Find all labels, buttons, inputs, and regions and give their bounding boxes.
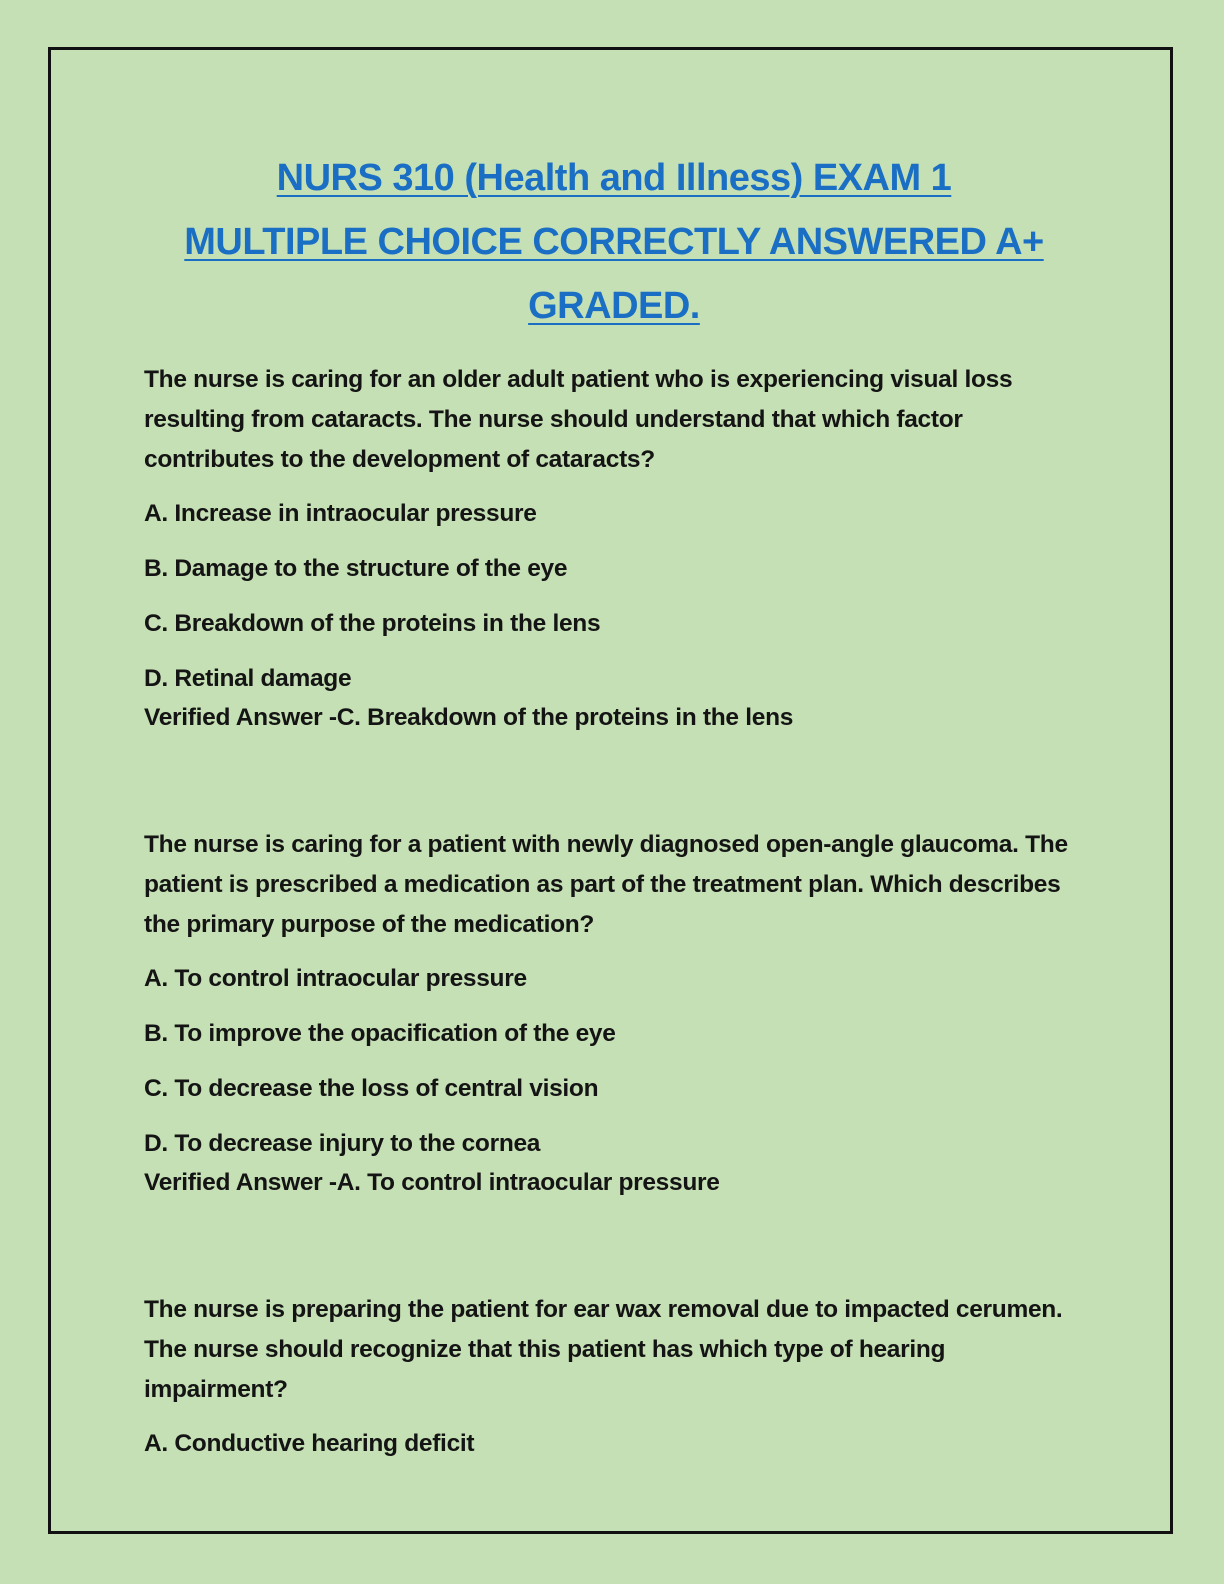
question-3 xyxy=(144,1290,1084,1464)
verified-answer: Verified Answer -A. To control intraocular pressure xyxy=(144,1169,720,1196)
option-a: A. Conductive hearing deficit xyxy=(144,1430,475,1457)
document-content xyxy=(144,146,1084,1479)
question-text: The nurse is caring for an older adult patient who is experiencing visual loss resulting from cataracts. The nurse should understand that which factor contributes to the development of cataracts? xyxy=(144,366,1013,473)
verified-answer: Verified Answer -C. Breakdown of the proteins in the lens xyxy=(144,704,794,731)
question-text: The nurse is caring for a patient with newly diagnosed open-angle glaucoma. The patient is prescribed a medication as part of the treatment plan. Which describes the primary purpose of the medication? xyxy=(144,831,1068,938)
option-a: A. Increase in intraocular pressure xyxy=(144,500,537,527)
title-line-3: GRADED. xyxy=(528,285,700,327)
document-title xyxy=(144,146,1084,338)
question-2 xyxy=(144,825,1084,1202)
option-d: D. To decrease injury to the cornea xyxy=(144,1130,541,1157)
option-b: B. To improve the opacification of the eye xyxy=(144,1020,616,1047)
option-c: C. Breakdown of the proteins in the lens xyxy=(144,610,601,637)
option-b: B. Damage to the structure of the eye xyxy=(144,555,568,582)
option-a: A. To control intraocular pressure xyxy=(144,965,527,992)
option-c: C. To decrease the loss of central vision xyxy=(144,1075,599,1102)
title-line-1: NURS 310 (Health and Illness) EXAM 1 xyxy=(276,157,952,199)
question-text: The nurse is preparing the patient for ear wax removal due to impacted cerumen. The nurse should recognize that this patient has which type of hearing impairment? xyxy=(144,1296,1063,1403)
question-1 xyxy=(144,360,1084,737)
option-d: D. Retinal damage xyxy=(144,665,352,692)
title-line-2: MULTIPLE CHOICE CORRECTLY ANSWERED A+ xyxy=(184,221,1044,263)
